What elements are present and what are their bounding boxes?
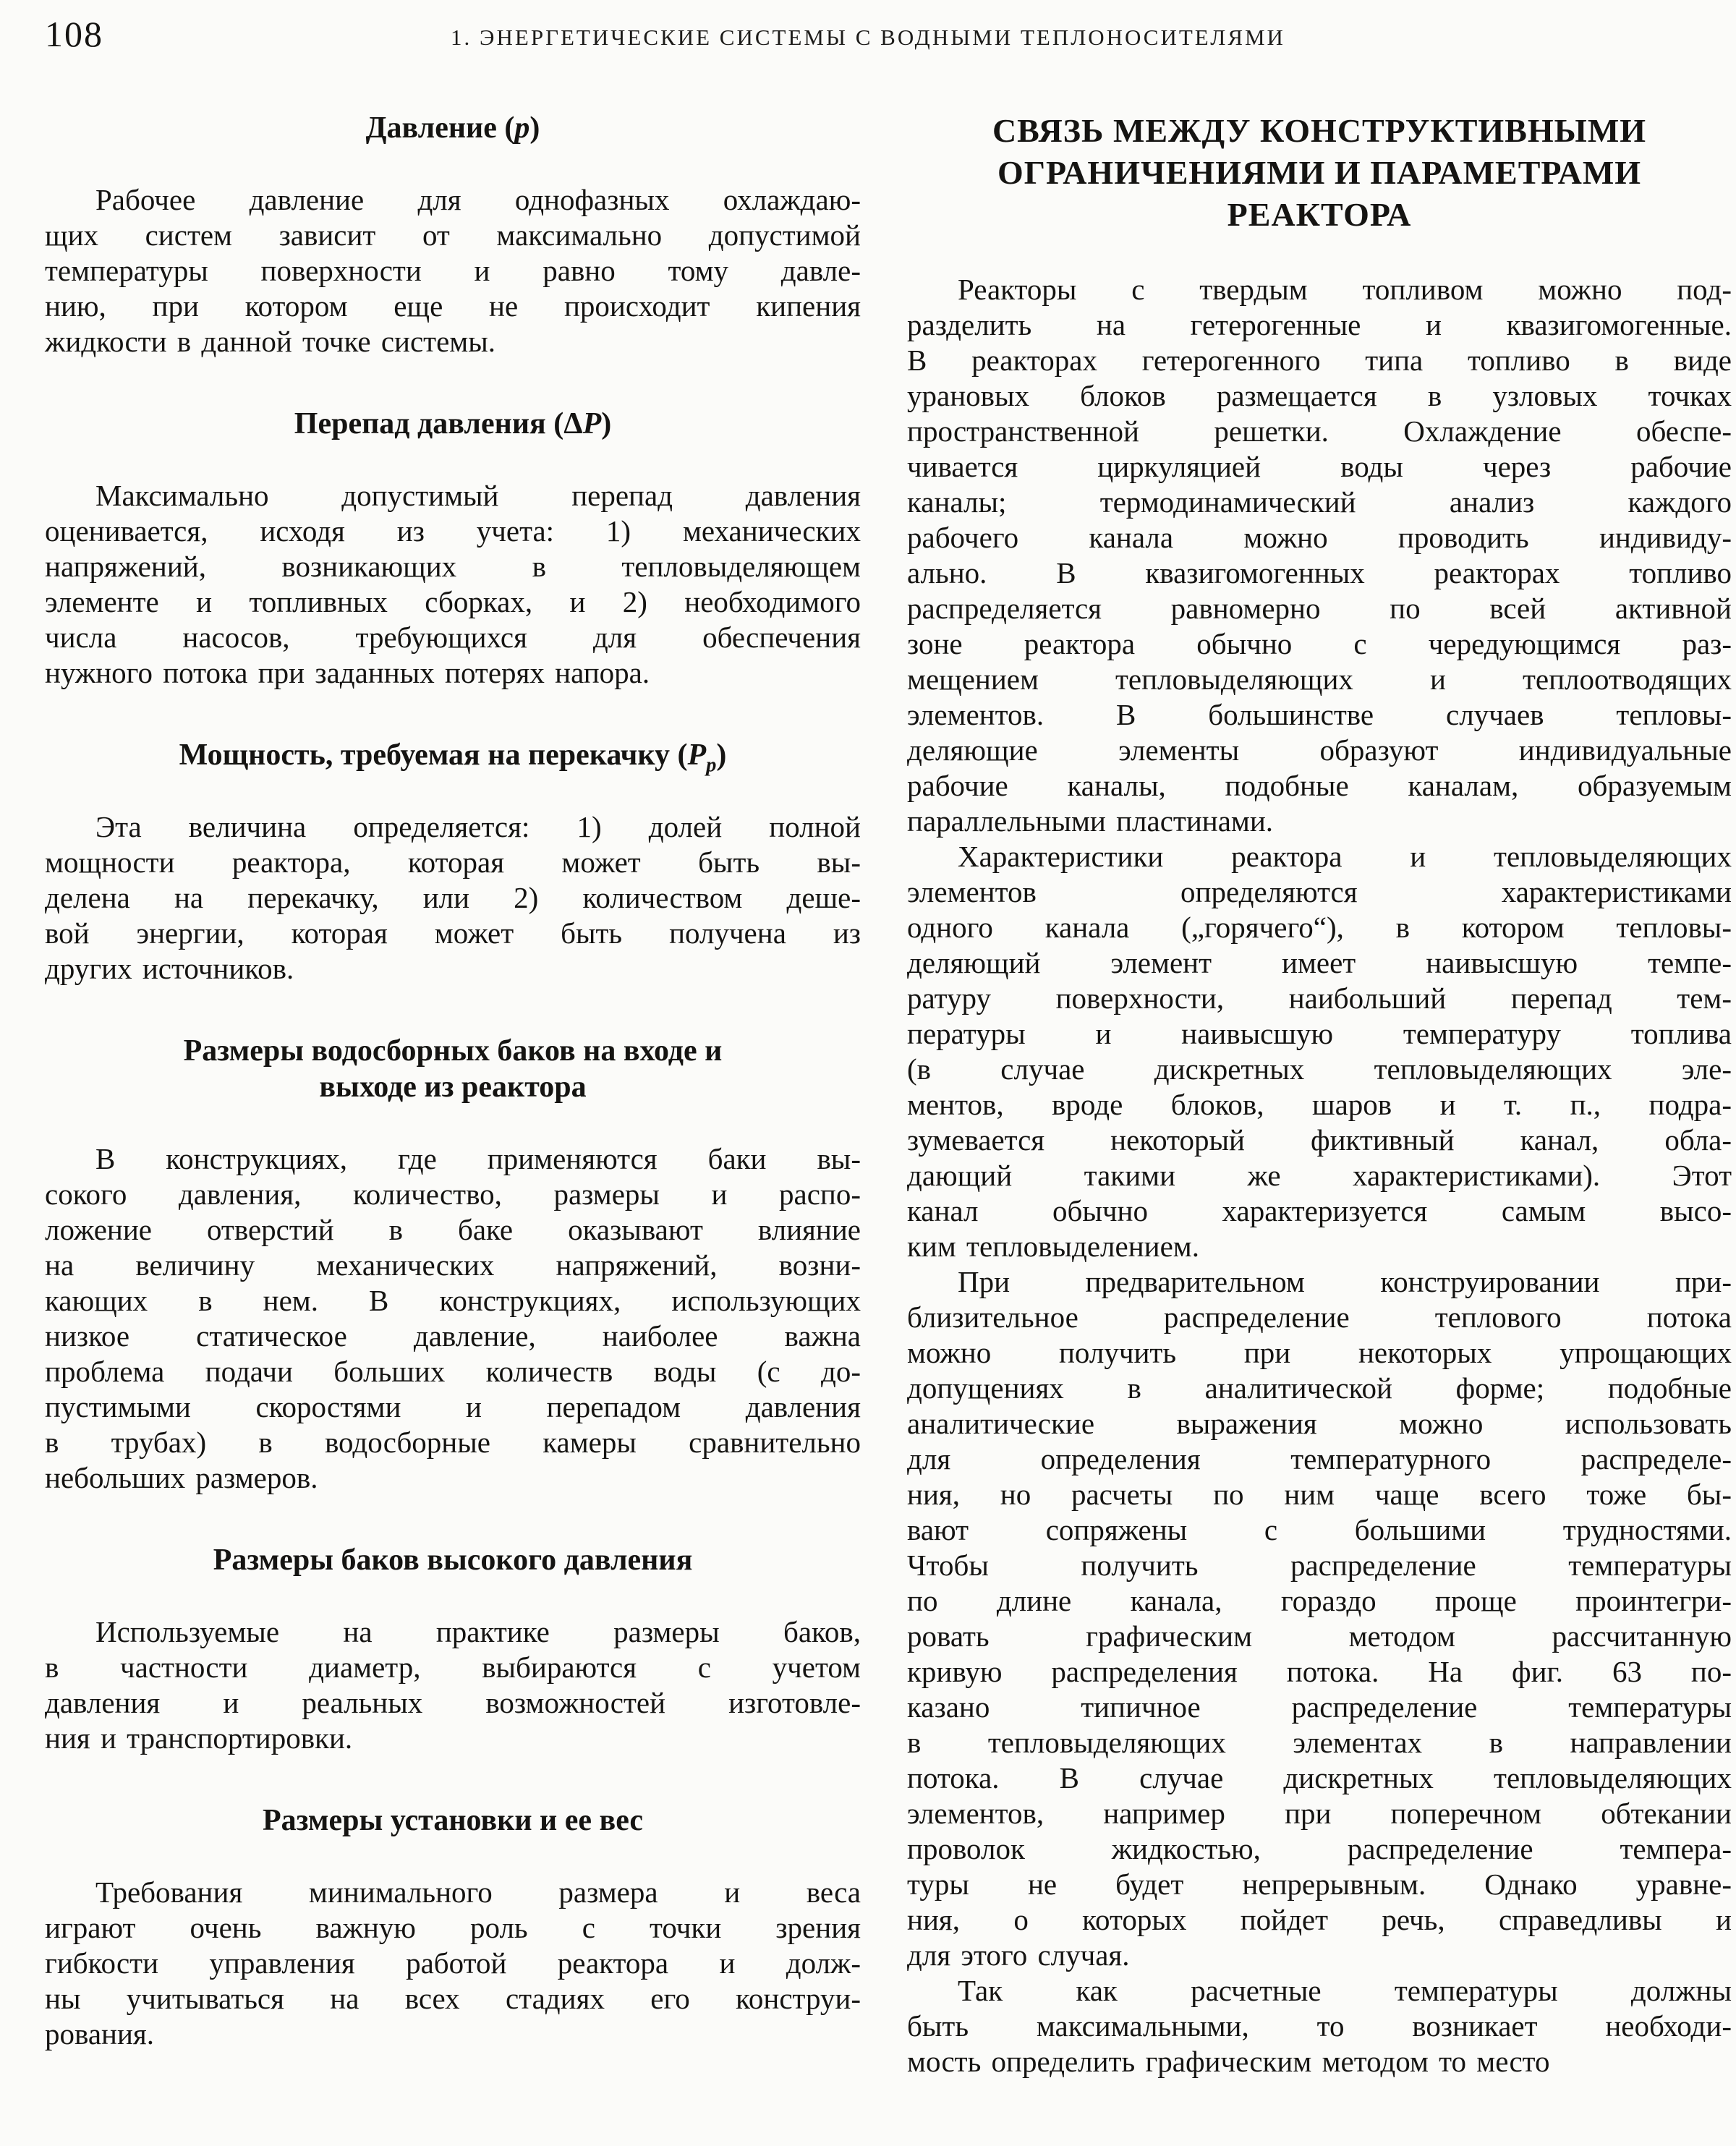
- text-line: играют очень важную роль с точки зрения: [45, 1911, 861, 1944]
- heading-line: [907, 194, 1732, 236]
- section: [45, 737, 861, 987]
- text-line: элементов. В большинстве случаев тепловы-: [907, 698, 1732, 731]
- text-line: температуры поверхности и равно тому давле-: [45, 254, 861, 287]
- text-line: деляющий элемент имеет наивысшую темпе-: [907, 946, 1732, 979]
- heading-text-run: ОГРАНИЧЕНИЯМИ И ПАРАМЕТРАМИ: [997, 154, 1642, 191]
- text-line: дающий такими же характеристиками). Этот: [907, 1159, 1732, 1192]
- heading-text-run: p: [706, 754, 717, 777]
- text-line: пространственной решетки. Охлаждение обеспе-: [907, 414, 1732, 448]
- text-line: мощности реактора, которая может быть вы-: [45, 846, 861, 879]
- heading-line: [45, 737, 861, 777]
- section-heading: [45, 1802, 861, 1839]
- text-line: ментов, вроде блоков, шаров и т. п., подра-: [907, 1088, 1732, 1121]
- text-line: ния, но расчеты по ним чаще всего тоже бы-: [907, 1478, 1732, 1511]
- text-line: элементов, например при поперечном обтекании: [907, 1797, 1732, 1830]
- heading-line: [907, 110, 1732, 152]
- heading-text-run: Давление (: [365, 111, 515, 145]
- text-line: элементе и топливных сборках, и 2) необходимого: [45, 585, 861, 618]
- text-line: зумевается некоторый фиктивный канал, обла-: [907, 1123, 1732, 1157]
- heading-text-run: P: [582, 407, 602, 440]
- section: [907, 110, 1732, 2079]
- text-line: можно получить при некоторых упрощающих: [907, 1336, 1732, 1369]
- heading-text-run: p: [514, 111, 530, 145]
- text-line: на величину механических напряжений, возни-: [45, 1248, 861, 1282]
- text-line: рабочего канала можно проводить индивиду-: [907, 521, 1732, 554]
- text-line: казано типичное распределение температуры: [907, 1690, 1732, 1724]
- text-line: ально. В квазигомогенных реакторах топливо: [907, 556, 1732, 589]
- text-line: по длине канала, гораздо проще проинтегри-: [907, 1584, 1732, 1617]
- text-line: одного канала („горячего“), в котором тепловы-: [907, 911, 1732, 944]
- heading-line: [45, 1069, 861, 1105]
- text-line: жидкости в данной точке системы.: [45, 325, 496, 358]
- text-line: вой энергии, которая может быть получена из: [45, 916, 861, 950]
- text-line: других источников.: [45, 952, 294, 985]
- text-line: Требования минимального размера и веса: [95, 1875, 861, 1909]
- text-line: зоне реактора обычно с чередующимся раз-: [907, 627, 1732, 660]
- text-line: канал обычно характеризуется самым высо-: [907, 1194, 1732, 1227]
- text-columns: [45, 110, 1732, 2079]
- section: [45, 406, 861, 691]
- text-line: близительное распределение теплового потока: [907, 1300, 1732, 1334]
- section-heading: [45, 737, 861, 777]
- text-line: проблема подачи больших количеств воды (с до-: [45, 1355, 861, 1388]
- heading-text-run: Размеры установки и ее вес: [262, 1804, 644, 1837]
- text-line: Рабочее давление для однофазных охлаждаю-: [95, 183, 861, 216]
- heading-line: [45, 1802, 861, 1839]
- text-line: давления и реальных возможностей изготовле-: [45, 1686, 861, 1719]
- text-line: ратуру поверхности, наибольший перепад тем-: [907, 982, 1732, 1015]
- text-line: низкое статическое давление, наиболее важна: [45, 1319, 861, 1353]
- text-line: каналы; термодинамический анализ каждого: [907, 485, 1732, 519]
- paragraph: [907, 839, 1732, 1264]
- text-line: При предварительном конструировании при-: [958, 1265, 1732, 1298]
- paragraph: [45, 478, 861, 691]
- heading-text-run: Размеры баков высокого давления: [213, 1543, 693, 1577]
- text-line: пературы и наивысшую температуру топлива: [907, 1017, 1732, 1050]
- heading-line: [45, 406, 861, 442]
- text-line: В конструкциях, где применяются баки вы-: [95, 1142, 861, 1175]
- paragraph: [907, 1973, 1732, 2079]
- text-line: небольших размеров.: [45, 1461, 318, 1494]
- text-line: ния, о которых пойдет речь, справедливы и: [907, 1903, 1732, 1936]
- paragraph: [45, 1141, 861, 1496]
- text-line: Чтобы получить распределение температуры: [907, 1549, 1732, 1582]
- text-line: проволок жидкостью, распределение темпера-: [907, 1832, 1732, 1865]
- text-line: Эта величина определяется: 1) долей полной: [95, 810, 861, 843]
- text-line: В реакторах гетерогенного типа топливо в виде: [907, 344, 1732, 377]
- text-line: Так как расчетные температуры должны: [958, 1974, 1732, 2007]
- heading-text-run: выходе из реактора: [319, 1070, 587, 1104]
- paragraph: [907, 272, 1732, 839]
- text-line: для этого случая.: [907, 1938, 1130, 1972]
- text-line: рования.: [45, 2017, 155, 2051]
- text-line: аналитические выражения можно использовать: [907, 1407, 1732, 1440]
- text-line: делена на перекачку, или 2) количеством деше-: [45, 881, 861, 914]
- heading-text-run: ): [601, 407, 612, 440]
- heading-text-run: Размеры водосборных баков на входе и: [183, 1034, 723, 1068]
- section: [45, 110, 861, 359]
- section-heading: [907, 110, 1732, 236]
- text-line: ложение отверстий в баке оказывают влияние: [45, 1213, 861, 1246]
- paragraph: [45, 1614, 861, 1756]
- text-line: рабочие каналы, подобные каналам, образуемым: [907, 769, 1732, 802]
- text-line: (в случае дискретных тепловыделяющих эле-: [907, 1052, 1732, 1086]
- page-header: [0, 0, 1736, 80]
- section-heading: [45, 406, 861, 442]
- text-line: вают сопряжены с большими трудностями.: [907, 1513, 1732, 1546]
- text-line: быть максимальными, то возникает необходи-: [907, 2009, 1732, 2043]
- text-line: параллельными пластинами.: [907, 804, 1274, 838]
- paragraph: [907, 1264, 1732, 1973]
- text-line: мещением тепловыделяющих и теплоотводящих: [907, 663, 1732, 696]
- text-line: урановых блоков размещается в узловых точках: [907, 379, 1732, 412]
- heading-line: [45, 1033, 861, 1069]
- heading-text-run: Мощность, требуемая на перекачку (: [179, 738, 688, 772]
- paragraph: [45, 809, 861, 987]
- heading-text-run: Перепад давления (Δ: [294, 407, 583, 440]
- section-heading: [45, 1033, 861, 1105]
- heading-line: [907, 152, 1732, 194]
- text-line: разделить на гетерогенные и квазигомогенные.: [907, 308, 1732, 341]
- text-line: мость определить графическим методом то место: [907, 2045, 1550, 2078]
- text-line: элементов определяются характеристиками: [907, 875, 1732, 908]
- text-line: допущениях в аналитической форме; подобные: [907, 1371, 1732, 1405]
- column-right: [907, 110, 1732, 2079]
- running-title: 1. ЭНЕРГЕТИЧЕСКИЕ СИСТЕМЫ С ВОДНЫМИ ТЕПЛОНОСИТЕЛЯМИ: [451, 25, 1285, 50]
- heading-text-run: ): [716, 738, 727, 772]
- text-line: сокого давления, количество, размеры и распо-: [45, 1178, 861, 1211]
- text-line: нию, при котором еще не происходит кипения: [45, 289, 861, 323]
- paragraph: [45, 182, 861, 359]
- column-left: [45, 110, 861, 2079]
- section-heading: [45, 1542, 861, 1578]
- text-line: в тепловыделяющих элементах в направлении: [907, 1726, 1732, 1759]
- heading-line: [45, 110, 861, 146]
- heading-line: [45, 1542, 861, 1578]
- text-line: оценивается, исходя из учета: 1) механических: [45, 514, 861, 548]
- text-line: ны учитываться на всех стадиях его конструи-: [45, 1982, 861, 2015]
- text-line: напряжений, возникающих в тепловыделяющем: [45, 550, 861, 583]
- heading-text-run: СВЯЗЬ МЕЖДУ КОНСТРУКТИВНЫМИ: [992, 112, 1647, 149]
- text-line: Максимально допустимый перепад давления: [95, 479, 861, 512]
- paragraph: [45, 1875, 861, 2052]
- heading-text-run: P: [687, 738, 707, 772]
- text-line: кающих в нем. В конструкциях, использующих: [45, 1284, 861, 1317]
- heading-text-run: ): [529, 111, 540, 145]
- text-line: распределяется равномерно по всей активной: [907, 592, 1732, 625]
- text-line: чивается циркуляцией воды через рабочие: [907, 450, 1732, 483]
- text-line: потока. В случае дискретных тепловыделяющих: [907, 1761, 1732, 1794]
- text-line: ния и транспортировки.: [45, 1721, 353, 1755]
- heading-text-run: РЕАКТОРА: [1227, 196, 1412, 233]
- page-number: 108: [45, 14, 103, 54]
- section: [45, 1542, 861, 1756]
- text-line: в трубах) в водосборные камеры сравнительно: [45, 1426, 861, 1459]
- text-line: Характеристики реактора и тепловыделяющих: [958, 840, 1732, 873]
- text-line: ким тепловыделением.: [907, 1230, 1199, 1263]
- text-line: гибкости управления работой реактора и долж-: [45, 1946, 861, 1980]
- text-line: пустимыми скоростями и перепадом давления: [45, 1390, 861, 1423]
- section-heading: [45, 110, 861, 146]
- text-line: Реакторы с твердым топливом можно под-: [958, 273, 1732, 306]
- text-line: ровать графическим методом рассчитанную: [907, 1619, 1732, 1653]
- text-line: в частности диаметр, выбираются с учетом: [45, 1651, 861, 1684]
- text-line: числа насосов, требующихся для обеспечения: [45, 621, 861, 654]
- text-line: туры не будет непрерывным. Однако уравне-: [907, 1868, 1732, 1901]
- text-line: Используемые на практике размеры баков,: [95, 1615, 861, 1648]
- section: [45, 1802, 861, 2052]
- text-line: щих систем зависит от максимально допустимой: [45, 218, 861, 252]
- section: [45, 1033, 861, 1496]
- text-line: для определения температурного распределе-: [907, 1442, 1732, 1476]
- text-line: кривую распределения потока. На фиг. 63 по-: [907, 1655, 1732, 1688]
- text-line: нужного потока при заданных потерях напора.: [45, 656, 650, 689]
- text-line: деляющие элементы образуют индивидуальные: [907, 733, 1732, 767]
